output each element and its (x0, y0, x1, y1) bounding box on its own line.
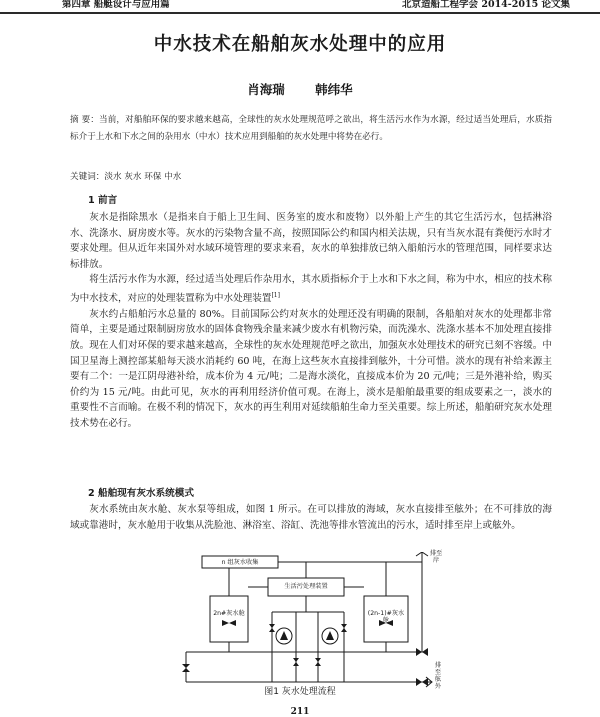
running-header (0, 0, 600, 14)
section-heading: 1 前言 (88, 195, 118, 206)
section-1-body (70, 210, 552, 432)
collection-label: n 组灰水收集 (221, 559, 259, 566)
author-name: 韩纬华 (315, 82, 353, 97)
tank-left-box (210, 596, 248, 642)
paragraph: 灰水约占船舶污水总量的 80%。目前国际公约对灰水的处理还没有明确的限制，各船舶对灰水的处理都非常简单，主要是通过限制厨房放水的固体食物残余量来减少废水有机物污染，而洗澡水、洗涤水基本不加处理直接排放。现在人们对环保的要求越来越高，全球性的灰水处理规范呼之欲出，加强灰水处理技术的研究已刻不容缓。中国卫星海上测控部某船每天淡水消耗约 60 吨，在海上这些灰水直接排到舷外，十分可惜。淡水的现有补给来源主要有二个：一是江阴母港补给，成本价为 4 元/吨；二是海水淡化，直接成本价为 20 元/吨；三是外港补给，购买价约为 15 元/吨。由此可见，灰水的再利用经济价值可观。在海上，淡水是船舶最重要的组成要素之一，淡水的重要性不言而喻。在极不利的情况下，灰水的再生利用对延续船舶生命力至关重要。综上所述，船舶研究灰水处理技术势在必行。 (70, 308, 552, 429)
discharge-shore-label: 排至岸 (429, 550, 443, 564)
flow-diagram (178, 552, 444, 704)
paragraph-text: 将生活污水作为水源，经过适当处理后作杂用水，其水质指标介于上水和下水之间，称为中水，相应的技术称为中水技术，对应的处理装置称为中水处理装置 (70, 274, 552, 305)
treatment-unit-label: 生活污处理装置 (284, 583, 328, 590)
tank-right-label: (2n-1)#灰水舱 (367, 610, 405, 624)
figure-1 (178, 552, 444, 704)
valve-icon (182, 664, 190, 672)
author-list (0, 80, 600, 98)
keywords: 关键词：淡水 灰水 环保 中水 (70, 172, 182, 182)
page-number: 211 (290, 707, 310, 717)
valve-icon (269, 624, 275, 632)
discharge-overboard-label: 排至舷外 (434, 662, 442, 690)
header-chapter: 第四章 船艇设计与应用篇 (62, 0, 170, 10)
valve-icon (315, 658, 321, 666)
paper-title: 中水技术在船舶灰水处理中的应用 (153, 34, 447, 55)
section-2-body (70, 502, 552, 533)
valve-icon (293, 658, 299, 666)
valve-icon (222, 620, 236, 626)
abstract: 摘 要：当前，对船舶环保的要求越来越高，全球性的灰水处理规范呼之欲出，将生活污水作为水源，经过适当处理后，水质指标介于上水和下水之间的杂用水（中水）技术应用到船舶的灰水处理中将势在必行。 (70, 115, 552, 142)
paragraph (70, 272, 552, 306)
header-proceedings: 北京造船工程学会 2014-2015 论文集 (402, 0, 570, 10)
paragraph: 灰水系统由灰水舱、灰水泵等组成，如图 1 所示。在可以排放的海域，灰水直接排至舷外；在不可排放的海域或靠港时，灰水舱用于收集从洗脸池、淋浴室、浴缸、洗池等排水管流出的污水，适时排至岸上或舷外。 (70, 504, 552, 531)
figure-caption: 图1 灰水处理流程 (264, 687, 336, 697)
section-heading: 2 船舶现有灰水系统模式 (88, 488, 194, 499)
paragraph: 灰水是指除黑水（是指来自于船上卫生间、医务室的废水和废物）以外船上产生的其它生活污水，包括淋浴水、洗涤水、厨房废水等。灰水的污染物含量不高，按照国际公约和国内相关法规，只有当灰水混有粪便污水时才要求处理。但从近年来国外对水域环境管理的要求来看，灰水的单独排放已纳入船舶污水的管理范围，同样要求达标排放。 (70, 212, 552, 270)
tank-left-label: 2n#灰水舱 (213, 610, 245, 617)
author-name: 肖海瑞 (247, 82, 285, 97)
citation-ref: [1] (271, 291, 280, 299)
valve-icon (341, 624, 347, 632)
